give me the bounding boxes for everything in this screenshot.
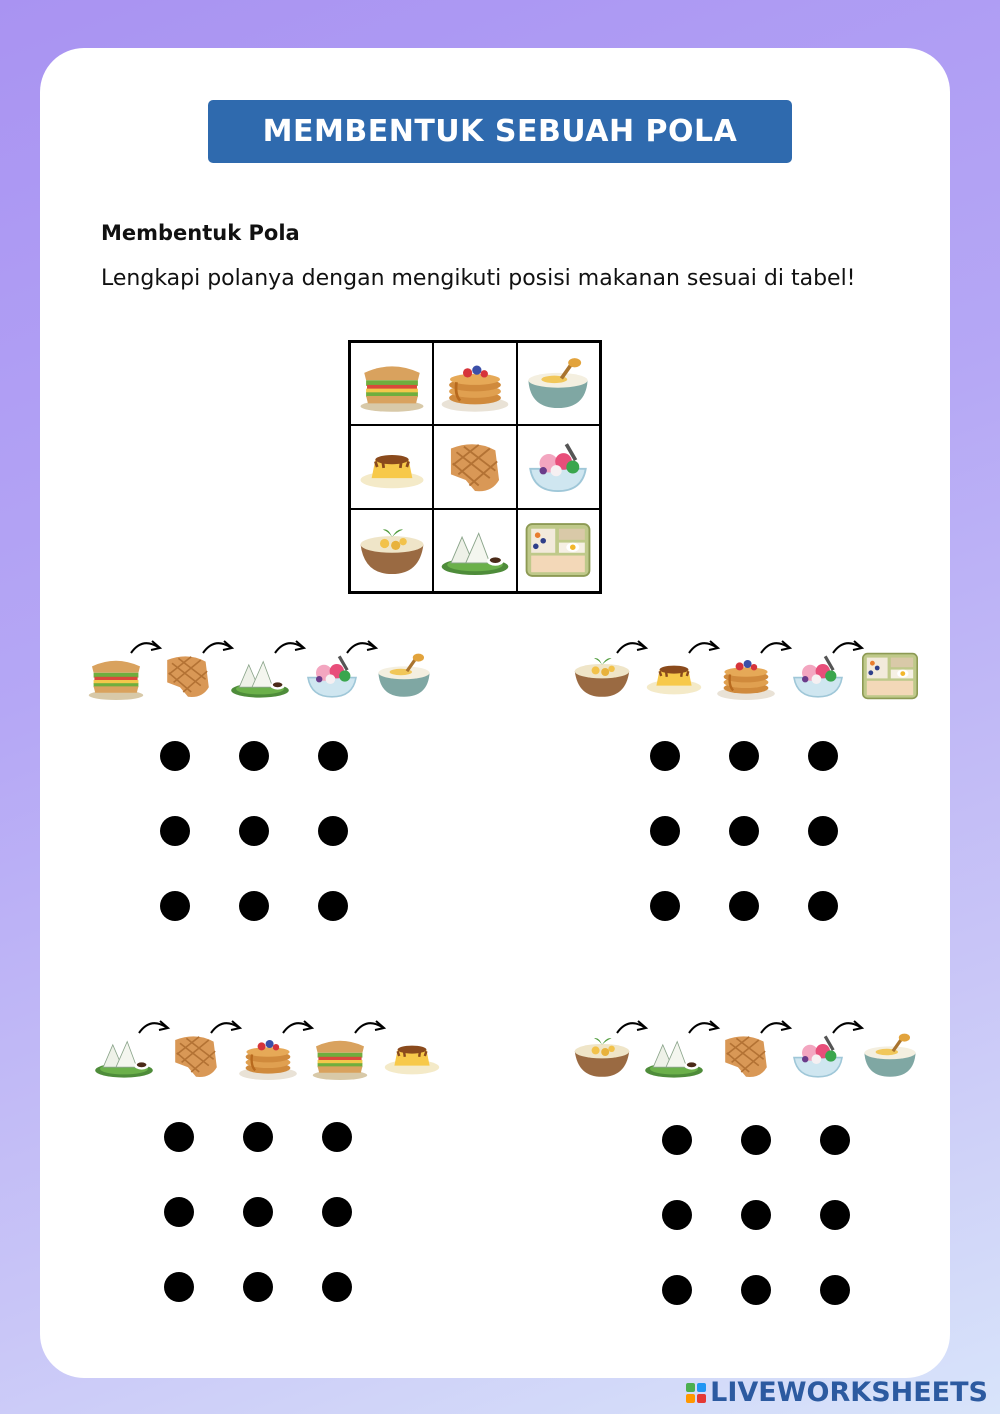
pattern-dot[interactable] <box>741 1275 771 1305</box>
pattern-dot[interactable] <box>239 816 269 846</box>
pattern-dot[interactable] <box>318 891 348 921</box>
food-sequence <box>566 1016 926 1096</box>
pattern-dot[interactable] <box>322 1122 352 1152</box>
section-heading: Membentuk Pola <box>101 221 300 245</box>
waffle-icon <box>438 436 512 498</box>
sandwich-icon <box>355 353 429 415</box>
pattern-dot[interactable] <box>160 891 190 921</box>
pattern-dot[interactable] <box>820 1275 850 1305</box>
dot-pattern-grid[interactable] <box>662 1125 862 1305</box>
pattern-dot[interactable] <box>729 741 759 771</box>
pattern-dot[interactable] <box>164 1272 194 1302</box>
pattern-dot[interactable] <box>243 1272 273 1302</box>
pattern-dot[interactable] <box>741 1125 771 1155</box>
pattern-dot[interactable] <box>650 816 680 846</box>
grid-cell <box>433 509 516 592</box>
pattern-dot[interactable] <box>808 741 838 771</box>
pattern-dot[interactable] <box>318 741 348 771</box>
porridge-icon <box>355 519 429 581</box>
pattern-dot[interactable] <box>820 1125 850 1155</box>
sequence-item <box>854 643 926 709</box>
grid-cell <box>517 425 600 508</box>
grid-cell <box>433 425 516 508</box>
instruction-text: Lengkapi polanya dengan mengikuti posisi makanan sesuai di tabel! <box>101 266 856 291</box>
sequence-item <box>296 643 368 709</box>
sequence-item <box>854 1023 926 1089</box>
food-sequence <box>80 636 440 716</box>
pattern-dot[interactable] <box>160 816 190 846</box>
grid-cell <box>350 342 433 425</box>
sequence-item <box>782 643 854 709</box>
dot-pattern-grid[interactable] <box>650 741 850 921</box>
pattern-dot[interactable] <box>808 891 838 921</box>
sequence-item <box>566 643 638 709</box>
sequence-item <box>224 643 296 709</box>
pattern-dot[interactable] <box>662 1200 692 1230</box>
bento-box-icon <box>858 648 922 704</box>
sequence-item <box>782 1023 854 1089</box>
reference-food-grid <box>348 340 602 594</box>
grid-cell <box>517 509 600 592</box>
brand-footer <box>686 1377 988 1408</box>
pattern-dot[interactable] <box>322 1197 352 1227</box>
sequence-item <box>88 1023 160 1089</box>
grid-cell <box>517 342 600 425</box>
food-sequence <box>88 1016 448 1096</box>
pattern-dot[interactable] <box>662 1125 692 1155</box>
pattern-dot[interactable] <box>650 891 680 921</box>
yogurt-honey-icon <box>372 648 436 704</box>
sequence-item <box>566 1023 638 1089</box>
grid-cell <box>350 425 433 508</box>
pattern-dot[interactable] <box>243 1122 273 1152</box>
pattern-dot[interactable] <box>729 891 759 921</box>
grid-cell <box>350 509 433 592</box>
pattern-dot[interactable] <box>160 741 190 771</box>
sequence-item <box>80 643 152 709</box>
pattern-dot[interactable] <box>239 891 269 921</box>
pattern-dot[interactable] <box>243 1197 273 1227</box>
bento-box-icon <box>521 519 595 581</box>
sequence-item <box>376 1023 448 1089</box>
pattern-dot[interactable] <box>322 1272 352 1302</box>
rice-cake-icon <box>438 519 512 581</box>
pattern-dot[interactable] <box>318 816 348 846</box>
sequence-item <box>160 1023 232 1089</box>
sequence-item <box>638 643 710 709</box>
sequence-item <box>304 1023 376 1089</box>
brand-name: LIVEWORKSHEETS <box>710 1377 988 1408</box>
pattern-dot[interactable] <box>820 1200 850 1230</box>
pattern-dot[interactable] <box>239 741 269 771</box>
dot-pattern-grid[interactable] <box>164 1122 364 1302</box>
pancake-icon <box>438 353 512 415</box>
shaved-ice-icon <box>521 436 595 498</box>
liveworksheets-logo-icon <box>686 1383 706 1403</box>
pattern-dot[interactable] <box>164 1197 194 1227</box>
food-sequence <box>566 636 926 716</box>
pattern-dot[interactable] <box>729 816 759 846</box>
page-title: MEMBENTUK SEBUAH POLA <box>262 114 738 149</box>
sequence-item <box>710 1023 782 1089</box>
pattern-dot[interactable] <box>741 1200 771 1230</box>
sequence-item <box>152 643 224 709</box>
sequence-item <box>638 1023 710 1089</box>
sequence-item <box>232 1023 304 1089</box>
title-banner <box>208 100 792 163</box>
sequence-item <box>710 643 782 709</box>
pattern-dot[interactable] <box>662 1275 692 1305</box>
sequence-item <box>368 643 440 709</box>
dot-pattern-grid[interactable] <box>160 741 360 921</box>
pattern-dot[interactable] <box>650 741 680 771</box>
yogurt-honey-icon <box>521 353 595 415</box>
pudding-icon <box>355 436 429 498</box>
yogurt-honey-icon <box>858 1028 922 1084</box>
grid-cell <box>433 342 516 425</box>
pattern-dot[interactable] <box>164 1122 194 1152</box>
pattern-dot[interactable] <box>808 816 838 846</box>
pudding-icon <box>380 1028 444 1084</box>
